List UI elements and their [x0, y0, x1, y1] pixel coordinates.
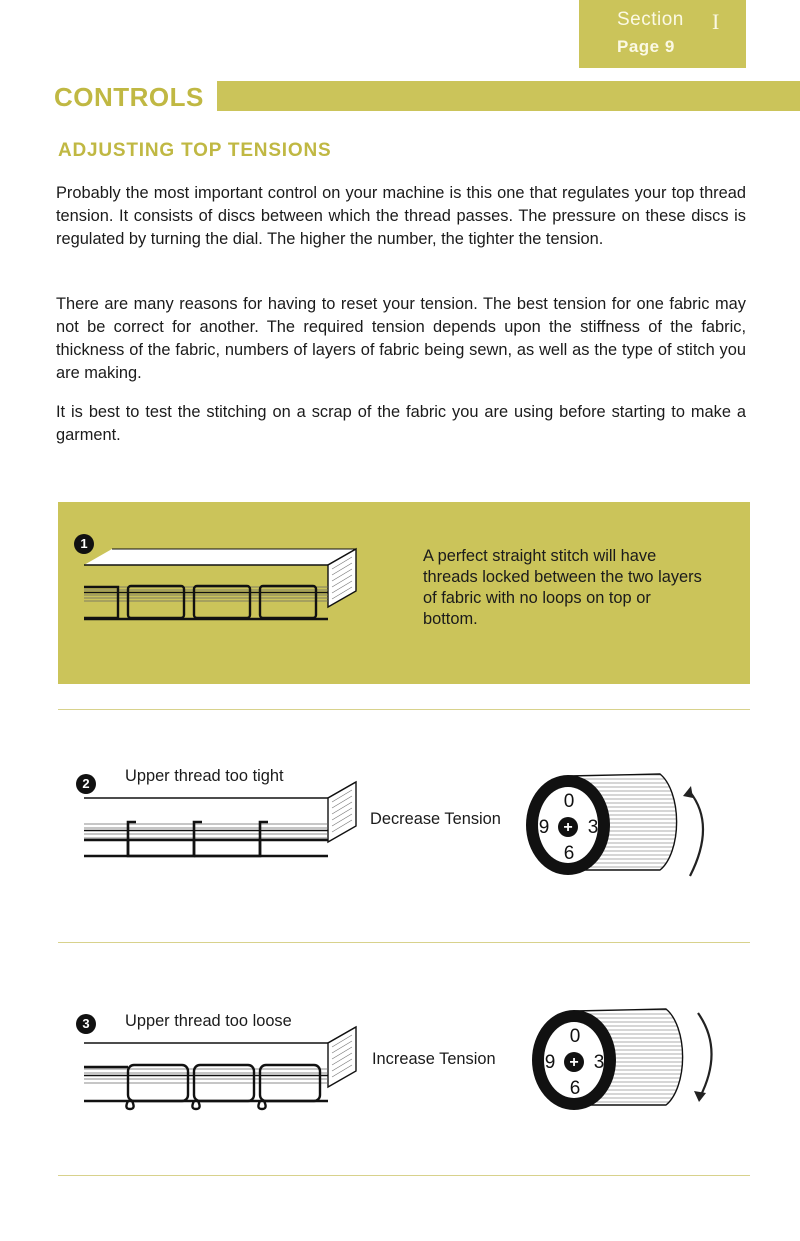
dial-center: + [569, 1054, 579, 1071]
paragraph-1: Probably the most important control on your machine is this one that regulates your top thread tension. It consists of discs between which the thread passes. The pressure on these discs is regulated by turning the dial. The higher the number, the tighter the tension. [56, 184, 746, 248]
figure-2-number: 2 [76, 774, 96, 794]
figure-1-number: 1 [74, 534, 94, 554]
divider-2 [58, 942, 750, 943]
paragraph-3: It is best to test the stitching on a scrap of the fabric you are using before starting to make a garment. [56, 403, 746, 444]
dial-center: + [563, 819, 573, 836]
page-title: CONTROLS [54, 82, 204, 112]
fabric-perfect-stitch-illustration [84, 561, 359, 623]
dial-top-number: 0 [563, 791, 575, 812]
page-label: Page 9 [617, 37, 675, 56]
figure-2-action: Decrease Tension [370, 810, 501, 828]
title-bar [217, 81, 800, 111]
dial-left-number: 9 [544, 1052, 556, 1073]
figure-3-action: Increase Tension [372, 1050, 496, 1068]
tension-dial-increase [526, 1005, 721, 1115]
divider-3 [58, 1175, 750, 1176]
divider-1 [58, 709, 750, 710]
paragraph-2: There are many reasons for having to reset your tension. The best tension for one fabric may not be correct for another. The required tension depends upon the stiffness of the fabric, thickness of the fabric, numbers of layers of fabric being sewn, as well as the type of stitch you are making. [56, 295, 746, 382]
section-label-line [617, 9, 720, 34]
dial-right-number: 3 [587, 817, 599, 838]
dial-bottom-number: 6 [563, 843, 575, 864]
figure-3-caption: Upper thread too loose [125, 1012, 292, 1030]
dial-bottom-number: 6 [569, 1078, 581, 1099]
figure-1-description: A perfect straight stitch will have threads locked between the two layers of fabric with no loops on top or bottom. [423, 547, 702, 628]
fabric-tight-stitch-illustration [84, 810, 359, 865]
section-number: I [712, 9, 720, 34]
dial-right-number: 3 [593, 1052, 605, 1073]
fabric-loose-stitch-illustration [84, 1055, 359, 1110]
tension-dial-decrease [520, 770, 715, 880]
dial-top-number: 0 [569, 1026, 581, 1047]
section-label: Section [617, 9, 684, 30]
section-subtitle: ADJUSTING TOP TENSIONS [58, 140, 332, 161]
section-header-box [579, 0, 746, 68]
dial-left-number: 9 [538, 817, 550, 838]
figure-2-caption: Upper thread too tight [125, 767, 284, 785]
figure-3-number: 3 [76, 1014, 96, 1034]
